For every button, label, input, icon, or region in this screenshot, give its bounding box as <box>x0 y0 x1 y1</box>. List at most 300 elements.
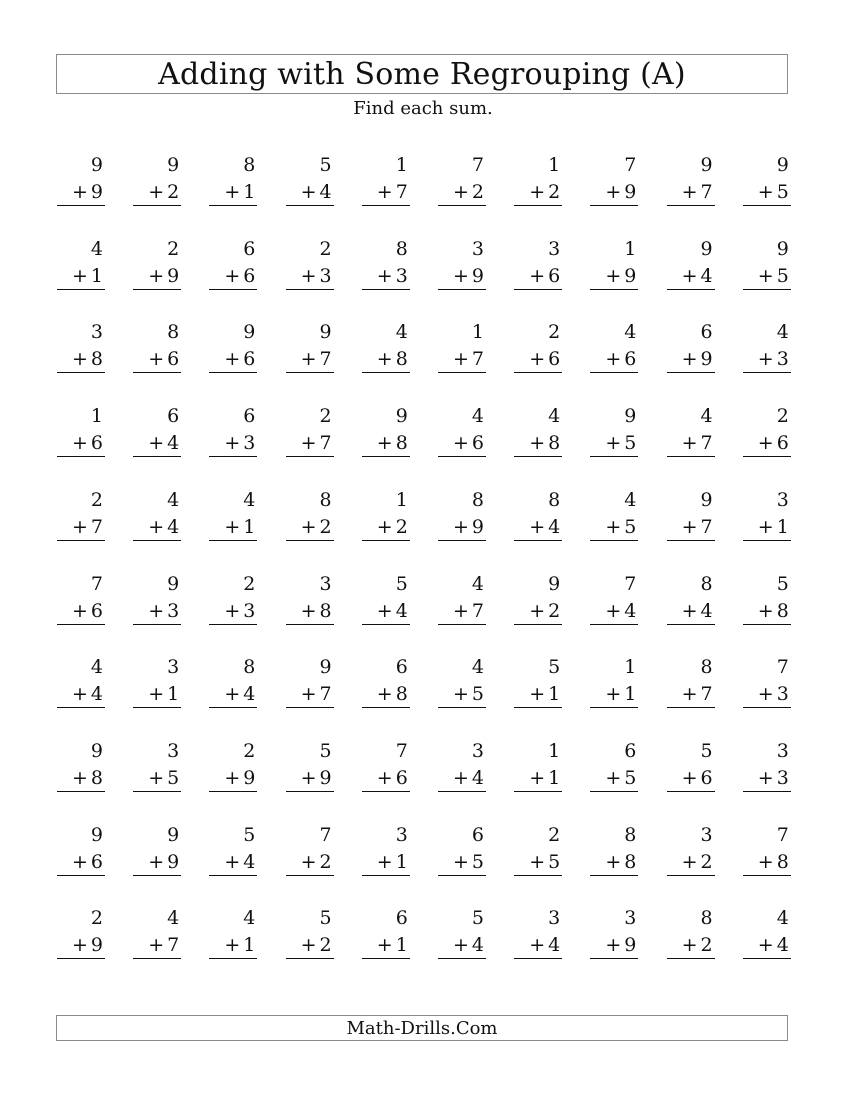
addend-top: 9 <box>167 823 180 846</box>
addend-bottom: 6 <box>90 599 103 622</box>
addend-top: 2 <box>548 823 561 846</box>
plus-sign: + <box>529 683 546 706</box>
addend-top: 1 <box>548 154 561 176</box>
addend-bottom-row <box>514 600 562 625</box>
plus-sign: + <box>72 934 88 957</box>
plus-sign: + <box>148 264 165 287</box>
addition-problem <box>590 154 638 214</box>
addition-problem <box>590 656 638 716</box>
addend-bottom-row <box>133 767 181 792</box>
addend-top: 6 <box>395 907 408 930</box>
addend-bottom-row <box>743 181 791 206</box>
plus-sign: + <box>300 264 317 287</box>
plus-sign: + <box>376 850 393 873</box>
addend-top: 3 <box>167 656 180 679</box>
addend-bottom: 8 <box>90 766 103 789</box>
addition-problem <box>514 573 562 633</box>
plus-sign: + <box>757 181 774 203</box>
addend-bottom: 2 <box>471 181 484 203</box>
addend-bottom-row <box>362 934 410 959</box>
addition-problem <box>743 907 791 967</box>
addend-top: 2 <box>319 405 332 428</box>
addend-top: 4 <box>776 321 789 344</box>
addend-top: 8 <box>167 321 180 344</box>
plus-sign: + <box>300 181 317 203</box>
plus-sign: + <box>681 766 698 789</box>
addend-top: 7 <box>319 823 332 846</box>
addend-bottom: 8 <box>90 348 103 371</box>
addition-problem <box>57 321 105 381</box>
addition-problem <box>209 656 257 716</box>
addend-top: 9 <box>90 739 103 762</box>
addend-bottom-row <box>362 767 410 792</box>
addend-bottom: 5 <box>548 850 561 873</box>
addend-bottom-row <box>743 767 791 792</box>
addend-bottom-row <box>667 265 715 290</box>
addend-bottom: 7 <box>319 348 332 371</box>
addend-bottom-row <box>286 600 334 625</box>
addend-top: 4 <box>471 405 484 428</box>
addition-problem <box>514 405 562 465</box>
addend-top: 1 <box>90 405 103 428</box>
addend-bottom-row <box>514 181 562 206</box>
addend-bottom-row <box>362 432 410 457</box>
plus-sign: + <box>148 181 165 203</box>
addend-bottom-row <box>133 851 181 876</box>
plus-sign: + <box>72 432 88 455</box>
plus-sign: + <box>681 683 698 706</box>
addend-top: 2 <box>90 907 103 930</box>
plus-sign: + <box>605 934 622 957</box>
addition-problem <box>209 489 257 549</box>
addend-bottom-row <box>667 432 715 457</box>
addend-bottom-row <box>514 348 562 373</box>
footer-box <box>56 1015 788 1041</box>
addition-problem <box>209 321 257 381</box>
addition-problem <box>667 573 715 633</box>
addition-problem <box>743 489 791 549</box>
addend-bottom: 7 <box>319 432 332 455</box>
addend-bottom: 4 <box>776 934 789 957</box>
plus-sign: + <box>605 599 622 622</box>
addend-bottom-row <box>286 265 334 290</box>
addend-top: 9 <box>243 321 256 344</box>
plus-sign: + <box>148 599 165 622</box>
plus-sign: + <box>376 181 393 203</box>
plus-sign: + <box>72 599 88 622</box>
addition-problem <box>667 489 715 549</box>
plus-sign: + <box>529 934 546 957</box>
addend-bottom: 6 <box>243 264 256 287</box>
addend-bottom-row <box>590 516 638 541</box>
addend-bottom-row <box>667 348 715 373</box>
addend-bottom-row <box>286 851 334 876</box>
addend-top: 4 <box>548 405 561 428</box>
addition-problem <box>362 154 410 214</box>
addend-bottom-row <box>514 934 562 959</box>
addend-bottom: 3 <box>243 599 256 622</box>
addend-bottom-row <box>514 432 562 457</box>
addition-problem <box>286 238 334 298</box>
addend-bottom-row <box>362 181 410 206</box>
addend-bottom: 4 <box>243 683 256 706</box>
addend-bottom: 5 <box>624 515 637 538</box>
addition-problem <box>286 740 334 800</box>
addend-top: 9 <box>319 656 332 679</box>
plus-sign: + <box>300 766 317 789</box>
addend-bottom-row <box>209 683 257 708</box>
plus-sign: + <box>453 348 469 371</box>
addend-bottom-row <box>438 265 486 290</box>
addend-top: 5 <box>319 154 332 176</box>
plus-sign: + <box>376 264 393 287</box>
addition-problem <box>743 824 791 884</box>
plus-sign: + <box>148 934 165 957</box>
addend-bottom-row <box>362 348 410 373</box>
addend-bottom: 3 <box>776 766 789 789</box>
plus-sign: + <box>224 432 241 455</box>
plus-sign: + <box>72 515 88 538</box>
addition-problem <box>362 573 410 633</box>
addition-problem <box>438 740 486 800</box>
addition-problem <box>667 405 715 465</box>
addend-bottom: 8 <box>624 850 637 873</box>
addend-bottom-row <box>667 181 715 206</box>
addend-bottom: 8 <box>776 599 789 622</box>
addition-problem <box>590 824 638 884</box>
addend-bottom: 2 <box>700 934 713 957</box>
addition-problem <box>286 656 334 716</box>
addend-bottom: 2 <box>395 515 408 538</box>
addend-bottom: 9 <box>471 515 484 538</box>
addend-bottom: 9 <box>700 348 713 371</box>
addend-bottom-row <box>590 934 638 959</box>
addition-problem <box>590 573 638 633</box>
addend-top: 5 <box>395 572 408 595</box>
addend-top: 6 <box>243 405 256 428</box>
addend-top: 9 <box>395 405 408 428</box>
addend-bottom: 8 <box>776 850 789 873</box>
addition-problem <box>57 824 105 884</box>
plus-sign: + <box>757 683 774 706</box>
addend-bottom-row <box>57 516 105 541</box>
addition-problem <box>362 907 410 967</box>
plus-sign: + <box>224 515 241 538</box>
addend-bottom-row <box>133 432 181 457</box>
addition-problem <box>514 907 562 967</box>
addition-problem <box>438 656 486 716</box>
addition-problem <box>286 573 334 633</box>
addend-bottom-row <box>514 265 562 290</box>
addition-problem <box>438 321 486 381</box>
plus-sign: + <box>376 934 393 957</box>
addend-bottom: 9 <box>243 766 256 789</box>
addition-problem <box>743 405 791 465</box>
addition-problem <box>133 405 181 465</box>
addend-top: 2 <box>243 572 256 595</box>
addend-bottom-row <box>209 600 257 625</box>
addend-top: 4 <box>471 656 484 679</box>
addend-bottom: 8 <box>395 683 408 706</box>
addend-top: 4 <box>90 237 103 260</box>
addend-top: 3 <box>700 823 713 846</box>
addend-top: 9 <box>776 237 789 260</box>
addend-top: 2 <box>167 237 180 260</box>
addition-problem <box>667 656 715 716</box>
addend-bottom-row <box>286 432 334 457</box>
addend-bottom: 6 <box>471 432 484 455</box>
plus-sign: + <box>300 515 317 538</box>
addend-bottom-row <box>286 348 334 373</box>
plus-sign: + <box>453 181 469 203</box>
addend-bottom: 1 <box>243 515 256 538</box>
addend-bottom: 4 <box>700 599 713 622</box>
addend-bottom: 7 <box>90 515 103 538</box>
addend-top: 5 <box>548 656 561 679</box>
addition-problem <box>667 238 715 298</box>
addend-top: 7 <box>776 823 789 846</box>
addition-problem <box>133 154 181 214</box>
addend-top: 1 <box>548 739 561 762</box>
plus-sign: + <box>72 348 88 371</box>
addend-bottom-row <box>590 348 638 373</box>
addition-problem <box>209 154 257 214</box>
addend-top: 1 <box>624 237 637 260</box>
plus-sign: + <box>529 181 546 203</box>
addend-bottom-row <box>286 516 334 541</box>
addend-bottom: 9 <box>90 934 103 957</box>
addend-bottom: 1 <box>548 683 561 706</box>
addend-top: 4 <box>243 488 256 511</box>
plus-sign: + <box>224 683 241 706</box>
addend-top: 5 <box>319 907 332 930</box>
addend-top: 8 <box>243 656 256 679</box>
addend-bottom: 7 <box>395 181 408 203</box>
plus-sign: + <box>224 766 241 789</box>
addend-top: 8 <box>243 154 256 176</box>
addend-bottom-row <box>438 683 486 708</box>
addition-problem <box>133 656 181 716</box>
addend-top: 8 <box>700 907 713 930</box>
addend-bottom-row <box>57 683 105 708</box>
addition-problem <box>57 907 105 967</box>
plus-sign: + <box>681 348 698 371</box>
addend-top: 5 <box>243 823 256 846</box>
addend-bottom: 6 <box>90 432 103 455</box>
plus-sign: + <box>605 264 622 287</box>
addition-problem <box>743 740 791 800</box>
addend-bottom-row <box>743 851 791 876</box>
addend-bottom: 9 <box>624 181 637 203</box>
addition-problem <box>514 656 562 716</box>
plus-sign: + <box>605 515 622 538</box>
addend-bottom: 6 <box>395 766 408 789</box>
addend-bottom-row <box>286 683 334 708</box>
addend-top: 4 <box>776 907 789 930</box>
addend-bottom: 7 <box>700 515 713 538</box>
addend-top: 6 <box>243 237 256 260</box>
plus-sign: + <box>757 264 774 287</box>
plus-sign: + <box>376 432 393 455</box>
addition-problem <box>438 238 486 298</box>
addition-problem <box>57 489 105 549</box>
addend-bottom-row <box>590 683 638 708</box>
addition-problem <box>133 489 181 549</box>
addend-bottom-row <box>438 181 486 206</box>
addend-bottom-row <box>362 851 410 876</box>
addend-bottom: 9 <box>624 264 637 287</box>
addend-bottom-row <box>209 181 257 206</box>
addition-problem <box>438 405 486 465</box>
addend-top: 9 <box>700 237 713 260</box>
addition-problem <box>209 573 257 633</box>
plus-sign: + <box>148 766 165 789</box>
addition-problem <box>286 824 334 884</box>
addend-bottom-row <box>590 432 638 457</box>
addend-top: 9 <box>167 154 180 176</box>
addend-top: 5 <box>700 739 713 762</box>
addend-bottom-row <box>57 432 105 457</box>
addition-problem <box>590 405 638 465</box>
addend-top: 4 <box>167 907 180 930</box>
addend-bottom: 7 <box>471 599 484 622</box>
addend-bottom-row <box>438 600 486 625</box>
plus-sign: + <box>757 432 774 455</box>
addend-bottom: 4 <box>90 683 103 706</box>
addend-bottom: 9 <box>167 850 180 873</box>
addition-problem <box>667 321 715 381</box>
worksheet-instructions: Find each sum. <box>353 98 493 119</box>
addition-problem <box>133 238 181 298</box>
plus-sign: + <box>681 432 698 455</box>
addition-problem <box>438 154 486 214</box>
addend-bottom-row <box>743 348 791 373</box>
plus-sign: + <box>224 850 241 873</box>
addend-bottom: 4 <box>167 515 180 538</box>
plus-sign: + <box>300 850 317 873</box>
addend-bottom: 9 <box>624 934 637 957</box>
plus-sign: + <box>300 348 317 371</box>
addend-bottom-row <box>57 181 105 206</box>
addition-problem <box>57 405 105 465</box>
addend-bottom-row <box>133 600 181 625</box>
plus-sign: + <box>300 432 317 455</box>
addend-top: 4 <box>90 656 103 679</box>
addend-bottom-row <box>362 600 410 625</box>
addend-bottom: 1 <box>167 683 180 706</box>
addend-bottom: 5 <box>624 766 637 789</box>
addend-top: 9 <box>167 572 180 595</box>
addend-top: 6 <box>624 739 637 762</box>
plus-sign: + <box>72 181 88 203</box>
plus-sign: + <box>72 683 88 706</box>
addition-problem <box>514 740 562 800</box>
addend-bottom: 2 <box>167 181 180 203</box>
addend-bottom: 4 <box>624 599 637 622</box>
plus-sign: + <box>453 683 469 706</box>
addition-problem <box>590 740 638 800</box>
addition-problem <box>286 154 334 214</box>
addend-bottom-row <box>362 265 410 290</box>
addend-bottom-row <box>438 767 486 792</box>
addend-bottom: 1 <box>90 264 103 287</box>
addend-top: 8 <box>700 656 713 679</box>
addition-problem <box>362 405 410 465</box>
plus-sign: + <box>757 599 774 622</box>
addend-top: 3 <box>624 907 637 930</box>
addition-problem <box>286 321 334 381</box>
addend-bottom-row <box>667 683 715 708</box>
addend-bottom: 6 <box>776 432 789 455</box>
addend-bottom: 4 <box>167 432 180 455</box>
plus-sign: + <box>453 850 469 873</box>
addend-bottom: 2 <box>700 850 713 873</box>
plus-sign: + <box>148 432 165 455</box>
addend-bottom: 8 <box>395 348 408 371</box>
addend-top: 8 <box>319 488 332 511</box>
addition-problem <box>514 824 562 884</box>
addend-top: 4 <box>624 321 637 344</box>
addend-bottom: 5 <box>776 181 789 203</box>
addend-bottom: 7 <box>167 934 180 957</box>
plus-sign: + <box>376 683 393 706</box>
addition-problem <box>209 405 257 465</box>
addition-problem <box>362 321 410 381</box>
addend-bottom-row <box>57 265 105 290</box>
addend-bottom-row <box>209 516 257 541</box>
addend-bottom: 6 <box>700 766 713 789</box>
addend-top: 3 <box>471 739 484 762</box>
addend-top: 3 <box>471 237 484 260</box>
addend-bottom: 9 <box>319 766 332 789</box>
addend-top: 3 <box>548 907 561 930</box>
addend-top: 7 <box>471 154 484 176</box>
addend-bottom: 3 <box>319 264 332 287</box>
addend-bottom: 9 <box>471 264 484 287</box>
addend-top: 9 <box>700 154 713 176</box>
plus-sign: + <box>376 515 393 538</box>
plus-sign: + <box>605 683 622 706</box>
addend-bottom-row <box>133 265 181 290</box>
addend-bottom: 4 <box>548 515 561 538</box>
addition-problem <box>133 740 181 800</box>
plus-sign: + <box>681 264 698 287</box>
addend-top: 3 <box>167 739 180 762</box>
plus-sign: + <box>72 850 88 873</box>
addend-bottom: 2 <box>319 934 332 957</box>
addend-bottom: 4 <box>548 934 561 957</box>
addend-bottom-row <box>57 600 105 625</box>
addend-top: 3 <box>90 321 103 344</box>
plus-sign: + <box>605 348 622 371</box>
addend-bottom-row <box>286 181 334 206</box>
addend-bottom: 3 <box>167 599 180 622</box>
addend-top: 6 <box>167 405 180 428</box>
addend-bottom: 6 <box>167 348 180 371</box>
plus-sign: + <box>148 683 165 706</box>
addend-bottom-row <box>743 683 791 708</box>
addend-bottom: 8 <box>395 432 408 455</box>
addition-problem <box>743 238 791 298</box>
addend-bottom: 7 <box>700 683 713 706</box>
addition-problem <box>57 656 105 716</box>
plus-sign: + <box>529 599 546 622</box>
plus-sign: + <box>224 934 241 957</box>
addition-problem <box>57 573 105 633</box>
addition-problem <box>362 740 410 800</box>
addition-problem <box>667 154 715 214</box>
addend-bottom: 1 <box>243 934 256 957</box>
